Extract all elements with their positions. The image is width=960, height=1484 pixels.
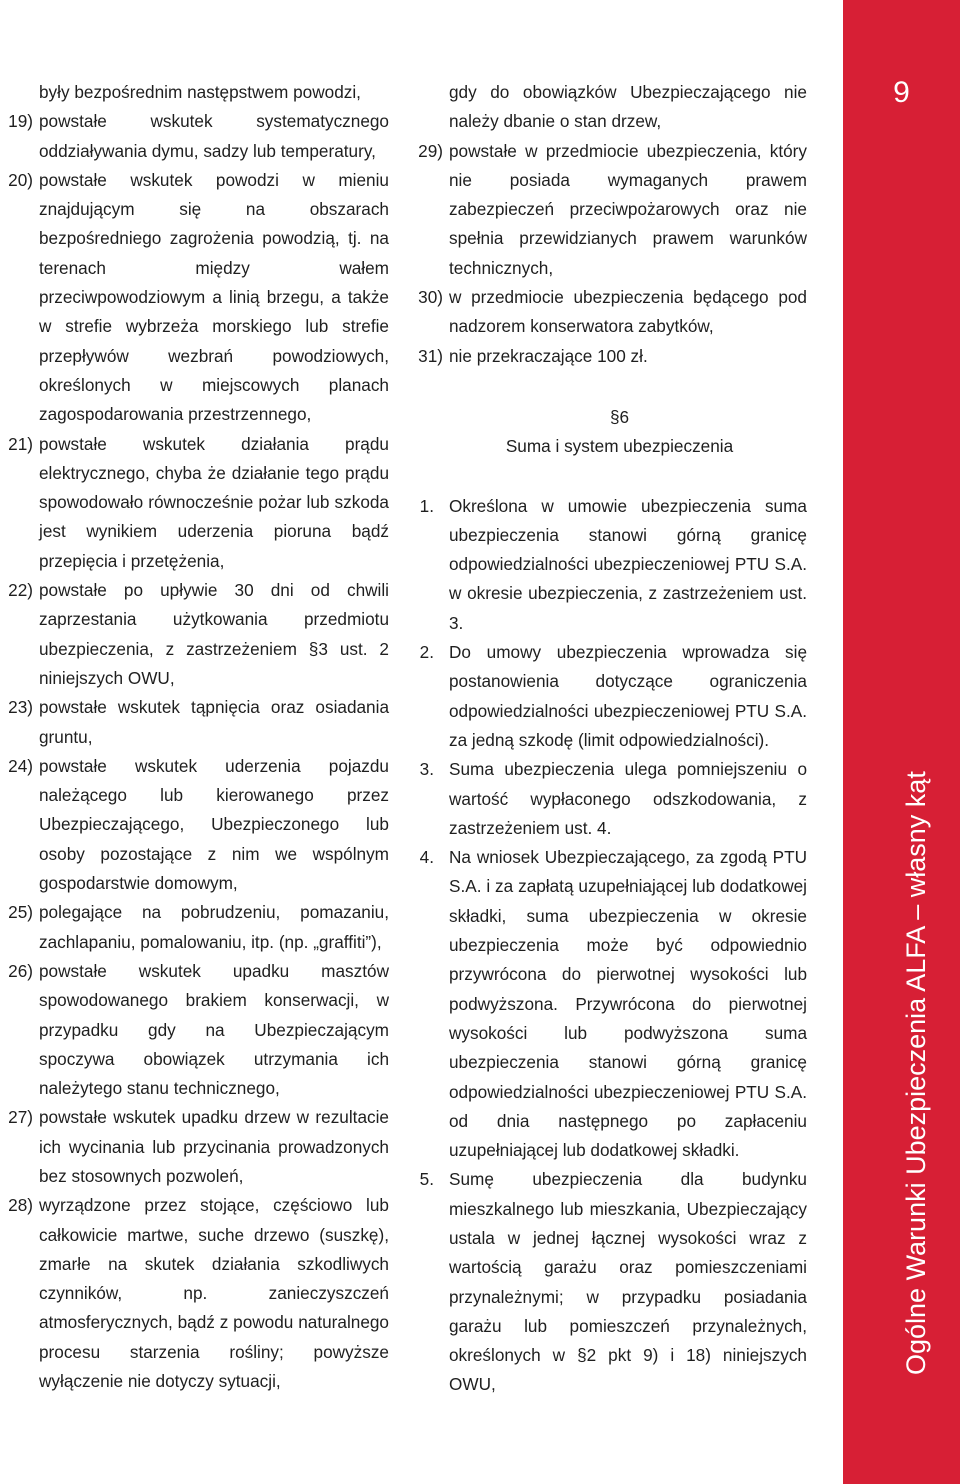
item-number: 30) <box>418 287 443 308</box>
point-number: 5. <box>419 1169 434 1190</box>
left-column <box>3 78 389 1396</box>
list-item <box>3 430 389 576</box>
item-number: 21) <box>8 433 33 454</box>
item-text: powstałe wskutek upadku masztów spowodowanego brakiem konserwacji, w przypadku gdy na Ubezpieczającym spoczywa obowiązek utrzymania ich należytego stanu technicznego, <box>39 960 389 1099</box>
section-heading <box>412 403 807 462</box>
point-text: Na wniosek Ubezpieczającego, za zgodą PTU S.A. i za zapłatą uzupełniającej lub dodatkowej składki, suma ubezpieczenia w okresie ubezpieczenia może być odpowiednio przywrócona do pierwotnej wysokości lub podwyższona. Przywrócona do pierwotnej wysokości lub podwyższona suma ubezpieczenia stanowi górną granicę odpowiedzialności ubezpieczeniowej PTU S.A. od dnia następnego po zapłaceniu uzupełniającej lub dodatkowej składki. <box>449 847 807 1161</box>
item-text: powstałe wskutek uderzenia pojazdu należącego lub kierowanego przez Ubezpieczającego, Ubezpieczonego lub osoby pozostające z nim we wspólnym gospodarstwie domowym, <box>39 755 389 894</box>
item-text: powstałe wskutek upadku drzew w rezultacie ich wycinania lub przycinania prowadzonych bez stosownych pozwoleń, <box>39 1107 389 1186</box>
item-number: 25) <box>8 902 33 923</box>
list-item <box>3 693 389 752</box>
item-number: 26) <box>8 960 33 981</box>
numbered-point <box>412 492 807 638</box>
item-text: powstałe w przedmiocie ubezpieczenia, który nie posiada wymaganych prawem zabezpieczeń przeciwpożarowych oraz nie spełnia przewidzianych prawem warunków technicznych, <box>449 140 807 278</box>
point-text: Do umowy ubezpieczenia wprowadza się postanowienia dotyczące ograniczenia odpowiedzialności ubezpieczeniowej PTU S.A. za jedną szkodę (limit odpowiedzialności). <box>449 642 807 750</box>
list-item <box>3 1191 389 1396</box>
item-text: nie przekraczające 100 zł. <box>449 345 648 366</box>
list-item <box>412 283 807 342</box>
section-title: Suma i system ubezpieczenia <box>505 436 734 457</box>
list-item <box>3 957 389 1103</box>
item-text: powstałe wskutek tąpnięcia oraz osiadania gruntu, <box>39 697 389 747</box>
list-item <box>3 898 389 957</box>
list-item <box>3 1103 389 1191</box>
numbered-point <box>412 843 807 1165</box>
list-item <box>3 576 389 693</box>
right-intro-text: gdy do obowiązków Ubezpieczającego nie należy dbanie o stan drzew, <box>449 82 807 132</box>
item-text: powstałe wskutek powodzi w mieniu znajdującym się na obszarach bezpośredniego zagrożenia powodzią, tj. na terenach między wałem przeciwpowodziowym a linią brzegu, a także w strefie wybrzeża morskiego lub strefie przepływów wezbrań powodziowych, określonych w miejscowych planach zagospodarowania przestrzennego, <box>39 169 389 425</box>
item-number: 31) <box>418 345 443 366</box>
item-text: wyrządzone przez stojące, częściowo lub całkowicie martwe, suche drzewo (suszkę), zmarłe na skutek działania szkodliwych czynników, np. zanieczyszczeń atmosferycznych, bądź z powodu naturalnego procesu starzenia rośliny; powyższe wyłączenie nie dotyczy sytuacji, <box>39 1195 389 1392</box>
item-number: 28) <box>8 1195 33 1216</box>
list-item <box>3 107 389 166</box>
item-number: 24) <box>8 755 33 776</box>
point-number: 3. <box>419 759 434 780</box>
numbered-point <box>412 755 807 843</box>
list-item <box>3 166 389 430</box>
item-number: 27) <box>8 1107 33 1128</box>
item-text: powstałe wskutek systematycznego oddziaływania dymu, sadzy lub temperatury, <box>39 111 389 161</box>
right-column <box>412 78 807 1400</box>
point-number: 4. <box>419 847 434 868</box>
left-intro-text: były bezpośrednim następstwem powodzi, <box>39 82 361 102</box>
point-text: Suma ubezpieczenia ulega pomniejszeniu o wartość wypłaconego odszkodowania, z zastrzeżeniem ust. 4. <box>449 759 807 838</box>
item-text: w przedmiocie ubezpieczenia będącego pod nadzorem konserwatora zabytków, <box>449 287 807 337</box>
list-item <box>412 342 807 371</box>
section-number: §6 <box>609 406 630 427</box>
numbered-point <box>412 638 807 755</box>
item-text: powstałe po upływie 30 dni od chwili zaprzestania użytkowania przedmiotu ubezpieczenia, z zastrzeżeniem §3 ust. 2 niniejszych OWU, <box>39 580 389 688</box>
page-number: 9 <box>893 76 910 109</box>
item-number: 20) <box>8 169 33 190</box>
sidebar-band <box>843 0 960 1484</box>
list-item <box>412 137 807 283</box>
document-title: Ogólne Warunki Ubezpieczenia ALFA – własny kąt <box>901 771 931 1375</box>
list-item <box>3 752 389 898</box>
point-text: Sumę ubezpieczenia dla budynku mieszkalnego lub mieszkania, Ubezpieczający ustala w jednej łącznej wysokości wraz z wartością garażu oraz pomieszczeniami przynależnymi; w przypadku posiadania garażu lub pomieszczeń przynależnych, określonych w §2 pkt 9) i 18) niniejszych OWU, <box>449 1169 807 1395</box>
item-number: 19) <box>8 111 33 132</box>
point-text: Określona w umowie ubezpieczenia suma ubezpieczenia stanowi górną granicę odpowiedzialności ubezpieczeniowej PTU S.A. w okresie ubezpieczenia, z zastrzeżeniem ust. 3. <box>449 495 807 633</box>
item-number: 29) <box>418 140 443 161</box>
item-text: powstałe wskutek działania prądu elektrycznego, chyba że działanie tego prądu spowodowało równocześnie pożar lub szkoda jest wynikiem uderzenia pioruna bądź przepięcia i przetężenia, <box>39 433 389 571</box>
point-number: 1. <box>419 495 434 516</box>
item-number: 22) <box>8 580 33 601</box>
numbered-point <box>412 1165 807 1399</box>
item-number: 23) <box>8 697 33 718</box>
point-number: 2. <box>419 642 434 663</box>
item-text: polegające na pobrudzeniu, pomazaniu, zachlapaniu, pomalowaniu, itp. (np. „graffiti”), <box>39 902 389 952</box>
